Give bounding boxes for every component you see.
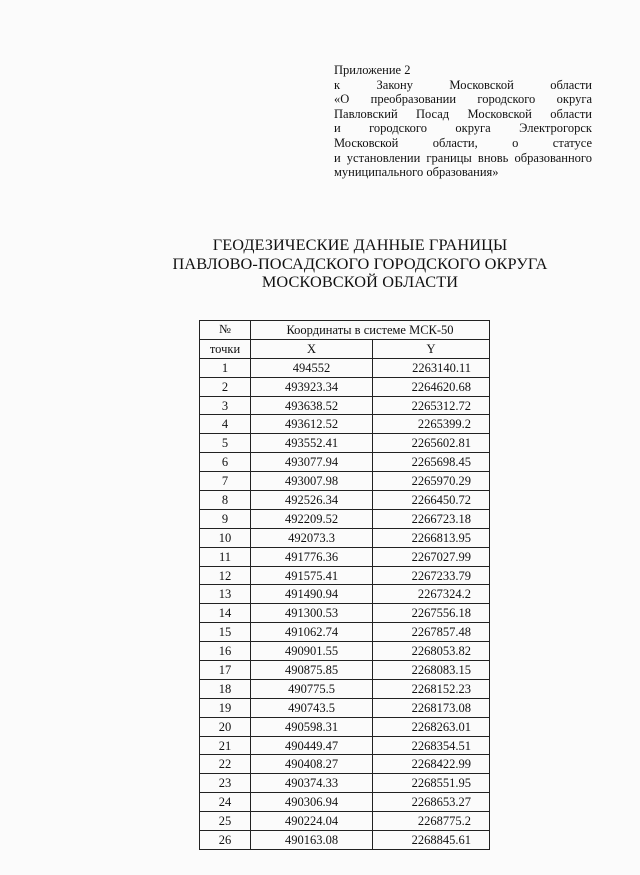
point-number-cell: 1 [200, 358, 251, 377]
x-coordinate-cell: 490901.55 [251, 642, 373, 661]
title-line: ПАВЛОВО-ПОСАДСКОГО ГОРОДСКОГО ОКРУГА [172, 253, 548, 273]
table-row [200, 774, 490, 793]
table-row [200, 755, 490, 774]
table-row [200, 566, 490, 585]
point-number-cell: 12 [200, 566, 251, 585]
title-line: ГЕОДЕЗИЧЕСКИЕ ДАННЫЕ ГРАНИЦЫ [212, 235, 508, 254]
x-coordinate-cell: 491575.41 [251, 566, 373, 585]
x-coordinate-cell: 493077.94 [251, 453, 373, 472]
annex-line: и установлении границы вновь образованного [334, 150, 592, 165]
point-number-cell: 26 [200, 831, 251, 850]
y-coordinate-cell: 2267857.48 [373, 623, 490, 642]
x-coordinate-cell: 492526.34 [251, 491, 373, 510]
table-row [200, 528, 490, 547]
y-coordinate-cell: 2268551.95 [373, 774, 490, 793]
y-coordinate-cell: 2268845.61 [373, 831, 490, 850]
x-coordinate-cell: 491062.74 [251, 623, 373, 642]
title-line: МОСКОВСКОЙ ОБЛАСТИ [261, 272, 459, 291]
point-number-cell: 21 [200, 736, 251, 755]
x-coordinate-cell: 493923.34 [251, 377, 373, 396]
point-number-cell: 19 [200, 698, 251, 717]
y-coordinate-cell: 2268354.51 [373, 736, 490, 755]
y-coordinate-cell: 2264620.68 [373, 377, 490, 396]
table-row [200, 812, 490, 831]
y-coordinate-cell: 2268422.99 [373, 755, 490, 774]
x-coordinate-cell: 493552.41 [251, 434, 373, 453]
x-coordinate-cell: 491300.53 [251, 604, 373, 623]
y-coordinate-cell: 2263140.11 [373, 358, 490, 377]
table-body [200, 358, 490, 849]
table-row [200, 831, 490, 850]
page-title [0, 236, 640, 292]
table-row [200, 661, 490, 680]
x-coordinate-cell: 491776.36 [251, 547, 373, 566]
header-x: X [251, 339, 373, 358]
y-coordinate-cell: 2268263.01 [373, 717, 490, 736]
point-number-cell: 6 [200, 453, 251, 472]
y-coordinate-cell: 2266450.72 [373, 491, 490, 510]
table-row [200, 434, 490, 453]
x-coordinate-cell: 492073.3 [251, 528, 373, 547]
point-number-cell: 20 [200, 717, 251, 736]
x-coordinate-cell: 490224.04 [251, 812, 373, 831]
table-row [200, 415, 490, 434]
header-point-number [200, 321, 251, 340]
y-coordinate-cell: 2267556.18 [373, 604, 490, 623]
point-number-cell: 16 [200, 642, 251, 661]
table-row [200, 396, 490, 415]
point-number-cell: 8 [200, 491, 251, 510]
y-coordinate-cell: 2265602.81 [373, 434, 490, 453]
y-coordinate-cell: 2267027.99 [373, 547, 490, 566]
point-number-cell: 9 [200, 509, 251, 528]
table-row [200, 679, 490, 698]
table-row [200, 509, 490, 528]
y-coordinate-cell: 2265399.2 [373, 415, 490, 434]
x-coordinate-cell: 490775.5 [251, 679, 373, 698]
y-coordinate-cell: 2265698.45 [373, 453, 490, 472]
table-row [200, 491, 490, 510]
table-row [200, 358, 490, 377]
point-number-cell: 11 [200, 547, 251, 566]
y-coordinate-cell: 2266813.95 [373, 528, 490, 547]
table-row [200, 604, 490, 623]
annex-line: Московской области, о статусе [334, 135, 592, 150]
annex-line: Павловский Посад Московской области [334, 106, 592, 121]
y-coordinate-cell: 2268152.23 [373, 679, 490, 698]
table-row [200, 623, 490, 642]
point-number-cell: 25 [200, 812, 251, 831]
annex-line: и городского округа Электрогорск [334, 121, 592, 136]
x-coordinate-cell: 490598.31 [251, 717, 373, 736]
x-coordinate-cell: 490875.85 [251, 661, 373, 680]
x-coordinate-cell: 490743.5 [251, 698, 373, 717]
point-number-cell: 14 [200, 604, 251, 623]
x-coordinate-cell: 492209.52 [251, 509, 373, 528]
y-coordinate-cell: 2268653.27 [373, 793, 490, 812]
annex-line: «О преобразовании городского округа [334, 92, 592, 107]
table-row [200, 453, 490, 472]
table-row [200, 472, 490, 491]
x-coordinate-cell: 490449.47 [251, 736, 373, 755]
annex-line: к Закону Московской области [334, 77, 592, 92]
header-num-symbol: № [219, 322, 231, 337]
y-coordinate-cell: 2268053.82 [373, 642, 490, 661]
table-row [200, 642, 490, 661]
x-coordinate-cell: 490374.33 [251, 774, 373, 793]
point-number-cell: 4 [200, 415, 251, 434]
annex-line: муниципального образования» [334, 165, 499, 180]
x-coordinate-cell: 490306.94 [251, 793, 373, 812]
table-row [200, 377, 490, 396]
y-coordinate-cell: 2268083.15 [373, 661, 490, 680]
x-coordinate-cell: 493007.98 [251, 472, 373, 491]
header-coordinates: Координаты в системе МСК-50 [251, 321, 490, 340]
point-number-cell: 23 [200, 774, 251, 793]
point-number-cell: 17 [200, 661, 251, 680]
annex-header [334, 63, 592, 180]
y-coordinate-cell: 2268775.2 [373, 812, 490, 831]
point-number-cell: 13 [200, 585, 251, 604]
y-coordinate-cell: 2267233.79 [373, 566, 490, 585]
header-y: Y [373, 339, 490, 358]
y-coordinate-cell: 2267324.2 [373, 585, 490, 604]
x-coordinate-cell: 490408.27 [251, 755, 373, 774]
table-row [200, 547, 490, 566]
x-coordinate-cell: 494552 [251, 358, 373, 377]
table-row [200, 793, 490, 812]
annex-line: Приложение 2 [334, 63, 411, 77]
point-number-cell: 18 [200, 679, 251, 698]
table-row [200, 585, 490, 604]
y-coordinate-cell: 2265970.29 [373, 472, 490, 491]
y-coordinate-cell: 2266723.18 [373, 509, 490, 528]
x-coordinate-cell: 491490.94 [251, 585, 373, 604]
x-coordinate-cell: 493638.52 [251, 396, 373, 415]
coordinates-table [199, 320, 490, 850]
header-point-label: точки [200, 339, 251, 358]
point-number-cell: 10 [200, 528, 251, 547]
point-number-cell: 2 [200, 377, 251, 396]
table-row [200, 736, 490, 755]
table-row [200, 698, 490, 717]
point-number-cell: 22 [200, 755, 251, 774]
point-number-cell: 7 [200, 472, 251, 491]
x-coordinate-cell: 490163.08 [251, 831, 373, 850]
point-number-cell: 5 [200, 434, 251, 453]
y-coordinate-cell: 2268173.08 [373, 698, 490, 717]
point-number-cell: 3 [200, 396, 251, 415]
table-row [200, 717, 490, 736]
x-coordinate-cell: 493612.52 [251, 415, 373, 434]
y-coordinate-cell: 2265312.72 [373, 396, 490, 415]
point-number-cell: 15 [200, 623, 251, 642]
point-number-cell: 24 [200, 793, 251, 812]
